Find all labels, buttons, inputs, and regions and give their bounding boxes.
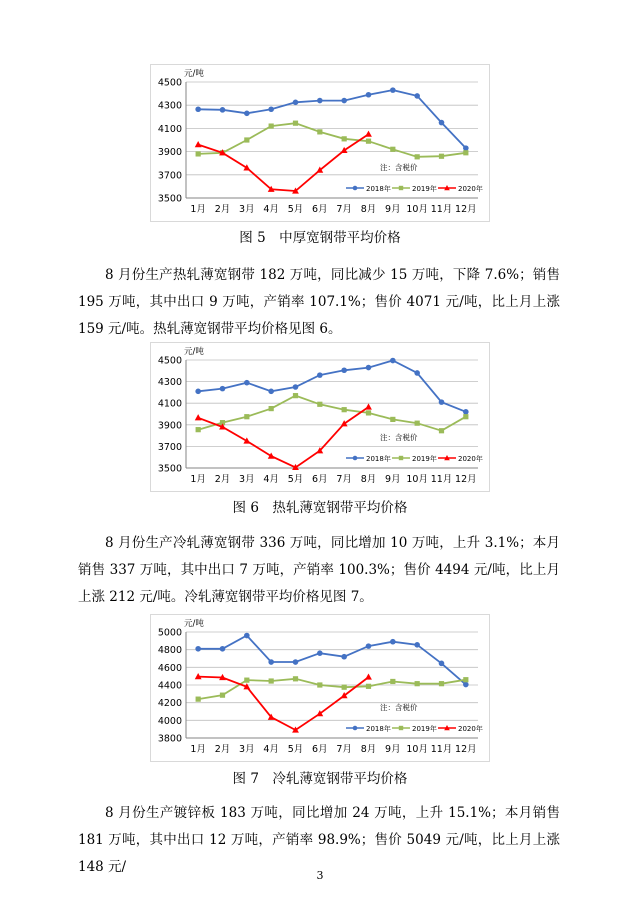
x-tick-label: 4月	[263, 204, 279, 215]
chart-fig6	[150, 342, 490, 492]
data-point	[220, 693, 225, 698]
data-point	[390, 679, 395, 684]
y-axis-unit-label: 元/吨	[184, 619, 204, 629]
y-axis-unit-label: 元/吨	[184, 347, 204, 357]
data-point	[366, 410, 371, 415]
x-tick-label: 3月	[239, 744, 255, 755]
data-point	[439, 428, 444, 433]
y-tick-label: 3900	[157, 147, 182, 159]
data-point	[269, 678, 274, 683]
data-point	[439, 120, 445, 126]
legend-label: 2018年	[366, 455, 391, 463]
x-tick-label: 1月	[190, 204, 206, 215]
paragraph-cold-rolled-text: 8 月份生产冷轧薄宽钢带 336 万吨，同比增加 10 万吨，上升 3.1%；本月销售 337 万吨，其中出口 7 万吨，产销率 100.3%；售价 4494 元/吨，比上月上涨 212 元/吨。冷轧薄宽钢带平均价格见图 7。	[78, 535, 560, 605]
data-point	[365, 403, 372, 409]
series-line-2020年	[198, 407, 368, 468]
series-line-2019年	[198, 396, 466, 431]
chart-note: 注：含税价	[380, 433, 418, 442]
x-tick-label: 12月	[455, 204, 477, 215]
x-tick-label: 8月	[360, 744, 377, 755]
data-point	[220, 107, 226, 113]
caption-fig7: 图 7 冷轧薄宽钢带平均价格	[232, 771, 408, 787]
data-point	[463, 150, 468, 155]
data-point	[414, 93, 420, 99]
chart-border	[151, 615, 490, 762]
x-tick-label: 11月	[430, 744, 453, 755]
chart-fig5	[150, 64, 490, 222]
y-tick-label: 4300	[157, 377, 182, 389]
caption-fig5: 图 5 中厚宽钢带平均价格	[239, 230, 401, 246]
data-point	[293, 676, 298, 681]
x-tick-label: 4月	[263, 744, 279, 755]
data-point	[366, 365, 372, 371]
x-tick-label: 12月	[455, 744, 477, 755]
data-point	[220, 386, 226, 392]
y-axis-unit-label: 元/吨	[184, 69, 204, 79]
data-point	[195, 106, 201, 112]
y-tick-label: 4100	[157, 123, 182, 135]
data-point	[244, 678, 249, 683]
data-point	[366, 643, 372, 649]
data-point	[415, 681, 420, 686]
data-point	[463, 677, 468, 682]
data-point	[341, 367, 347, 373]
y-tick-label: 4200	[157, 698, 182, 710]
data-point	[268, 389, 274, 395]
data-point	[342, 685, 347, 690]
series-line-2019年	[198, 679, 466, 699]
data-point	[439, 661, 445, 667]
x-tick-label: 4月	[263, 474, 279, 485]
chart-note: 注：含税价	[380, 703, 418, 712]
x-tick-label: 10月	[406, 204, 428, 215]
data-point	[317, 372, 323, 378]
y-tick-label: 3700	[157, 441, 182, 453]
x-tick-label: 7月	[336, 204, 352, 215]
data-point	[244, 380, 250, 386]
data-point	[293, 121, 298, 126]
legend-label: 2019年	[412, 455, 437, 463]
y-tick-label: 4600	[157, 662, 182, 674]
y-tick-label: 4100	[157, 398, 182, 410]
data-point	[196, 427, 201, 432]
data-point	[293, 393, 298, 398]
data-point	[390, 639, 396, 645]
paragraph-cold-rolled	[78, 530, 560, 611]
page-number: 3	[316, 869, 324, 882]
data-point	[390, 358, 396, 364]
x-tick-label: 12月	[455, 474, 477, 485]
data-point	[195, 141, 202, 147]
paragraph-hot-rolled	[78, 262, 560, 343]
x-tick-label: 10月	[406, 744, 428, 755]
x-tick-label: 6月	[312, 474, 328, 485]
data-point	[366, 684, 371, 689]
data-point	[415, 154, 420, 159]
data-point	[390, 147, 395, 152]
data-point	[342, 407, 347, 412]
data-point	[390, 417, 395, 422]
x-tick-label: 7月	[336, 474, 352, 485]
data-point	[415, 421, 420, 426]
legend-label: 2019年	[412, 725, 437, 733]
data-point	[269, 406, 274, 411]
data-point	[366, 139, 371, 144]
legend-marker	[353, 456, 358, 461]
y-tick-label: 4000	[157, 715, 182, 727]
chart-fig6-svg	[150, 342, 490, 492]
chart-fig7-svg	[150, 614, 490, 762]
legend-marker	[353, 186, 358, 191]
x-tick-label: 2月	[214, 204, 231, 215]
data-point	[439, 681, 444, 686]
x-tick-label: 2月	[214, 474, 231, 485]
data-point	[196, 697, 201, 702]
paragraph-hot-rolled-text: 8 月份生产热轧薄宽钢带 182 万吨，同比减少 15 万吨，下降 7.6%；销售 195 万吨，其中出口 9 万吨，产销率 107.1%；售价 4071 元/吨，比上月上涨 159 元/吨。热轧薄宽钢带平均价格见图 6。	[78, 267, 560, 337]
data-point	[439, 399, 445, 405]
data-point	[341, 654, 347, 660]
data-point	[293, 100, 299, 106]
legend-label: 2018年	[366, 725, 391, 733]
legend-marker	[399, 456, 403, 460]
x-tick-label: 10月	[406, 474, 428, 485]
data-point	[268, 106, 274, 112]
legend-label: 2020年	[458, 455, 483, 463]
paragraph-galvanized-text: 8 月份生产镀锌板 183 万吨，同比增加 24 万吨，上升 15.1%；本月销售 181 万吨，其中出口 12 万吨，产销率 98.9%；售价 5049 元/吨，比上月上涨 148 元/	[78, 805, 560, 875]
x-tick-label: 5月	[287, 204, 304, 215]
x-tick-label: 1月	[190, 474, 206, 485]
data-point	[195, 414, 202, 420]
legend-label: 2020年	[458, 185, 483, 193]
data-point	[317, 129, 322, 134]
x-tick-label: 2月	[214, 744, 231, 755]
series-line-2018年	[198, 361, 466, 412]
x-tick-label: 1月	[190, 744, 206, 755]
data-point	[317, 402, 322, 407]
caption-fig6: 图 6 热轧薄宽钢带平均价格	[232, 500, 408, 516]
y-tick-label: 3700	[157, 170, 182, 182]
x-tick-label: 8月	[360, 204, 377, 215]
data-point	[195, 646, 201, 652]
x-tick-label: 3月	[239, 204, 255, 215]
x-tick-label: 9月	[385, 744, 401, 755]
y-tick-label: 4400	[157, 680, 182, 692]
legend-marker	[399, 726, 403, 730]
series-line-2018年	[198, 90, 466, 148]
y-tick-label: 3900	[157, 420, 182, 432]
data-point	[366, 92, 372, 98]
legend-marker	[399, 186, 403, 190]
x-tick-label: 6月	[312, 744, 328, 755]
y-tick-label: 3800	[157, 733, 182, 745]
chart-border	[151, 343, 490, 492]
data-point	[342, 136, 347, 141]
chart-note: 注：含税价	[380, 163, 418, 172]
data-point	[293, 384, 299, 390]
data-point	[268, 659, 274, 665]
y-tick-label: 3500	[157, 463, 182, 475]
data-point	[365, 673, 372, 679]
x-tick-label: 3月	[239, 474, 255, 485]
data-point	[196, 151, 201, 156]
data-point	[439, 154, 444, 159]
data-point	[463, 409, 469, 415]
series-line-2018年	[198, 636, 466, 685]
y-tick-label: 4300	[157, 100, 182, 112]
x-tick-label: 9月	[385, 474, 401, 485]
legend-marker	[353, 726, 358, 731]
data-point	[244, 633, 250, 639]
data-point	[269, 123, 274, 128]
x-tick-label: 7月	[336, 744, 352, 755]
data-point	[317, 98, 323, 104]
data-point	[317, 650, 323, 656]
x-tick-label: 5月	[287, 744, 304, 755]
data-point	[463, 682, 469, 688]
data-point	[463, 414, 468, 419]
x-tick-label: 11月	[430, 474, 453, 485]
x-tick-label: 6月	[312, 204, 328, 215]
data-point	[195, 389, 201, 395]
legend-label: 2018年	[366, 185, 391, 193]
data-point	[317, 682, 322, 687]
legend-label: 2020年	[458, 725, 483, 733]
y-tick-label: 3500	[157, 193, 182, 205]
data-point	[414, 642, 420, 648]
data-point	[463, 145, 469, 151]
data-point	[244, 414, 249, 419]
chart-fig7	[150, 614, 490, 762]
x-tick-label: 8月	[360, 474, 377, 485]
data-point	[341, 98, 347, 104]
data-point	[390, 87, 396, 93]
data-point	[220, 646, 226, 652]
y-tick-label: 5000	[157, 627, 182, 639]
x-tick-label: 11月	[430, 204, 453, 215]
x-tick-label: 5月	[287, 474, 304, 485]
data-point	[244, 137, 249, 142]
y-tick-label: 4800	[157, 645, 182, 657]
data-point	[293, 659, 299, 665]
legend-label: 2019年	[412, 185, 437, 193]
series-line-2020年	[198, 134, 368, 191]
y-tick-label: 4500	[157, 77, 182, 89]
chart-fig5-svg	[150, 64, 490, 222]
data-point	[365, 131, 372, 137]
y-tick-label: 4500	[157, 355, 182, 367]
x-tick-label: 9月	[385, 204, 401, 215]
data-point	[414, 370, 420, 376]
data-point	[244, 111, 250, 117]
